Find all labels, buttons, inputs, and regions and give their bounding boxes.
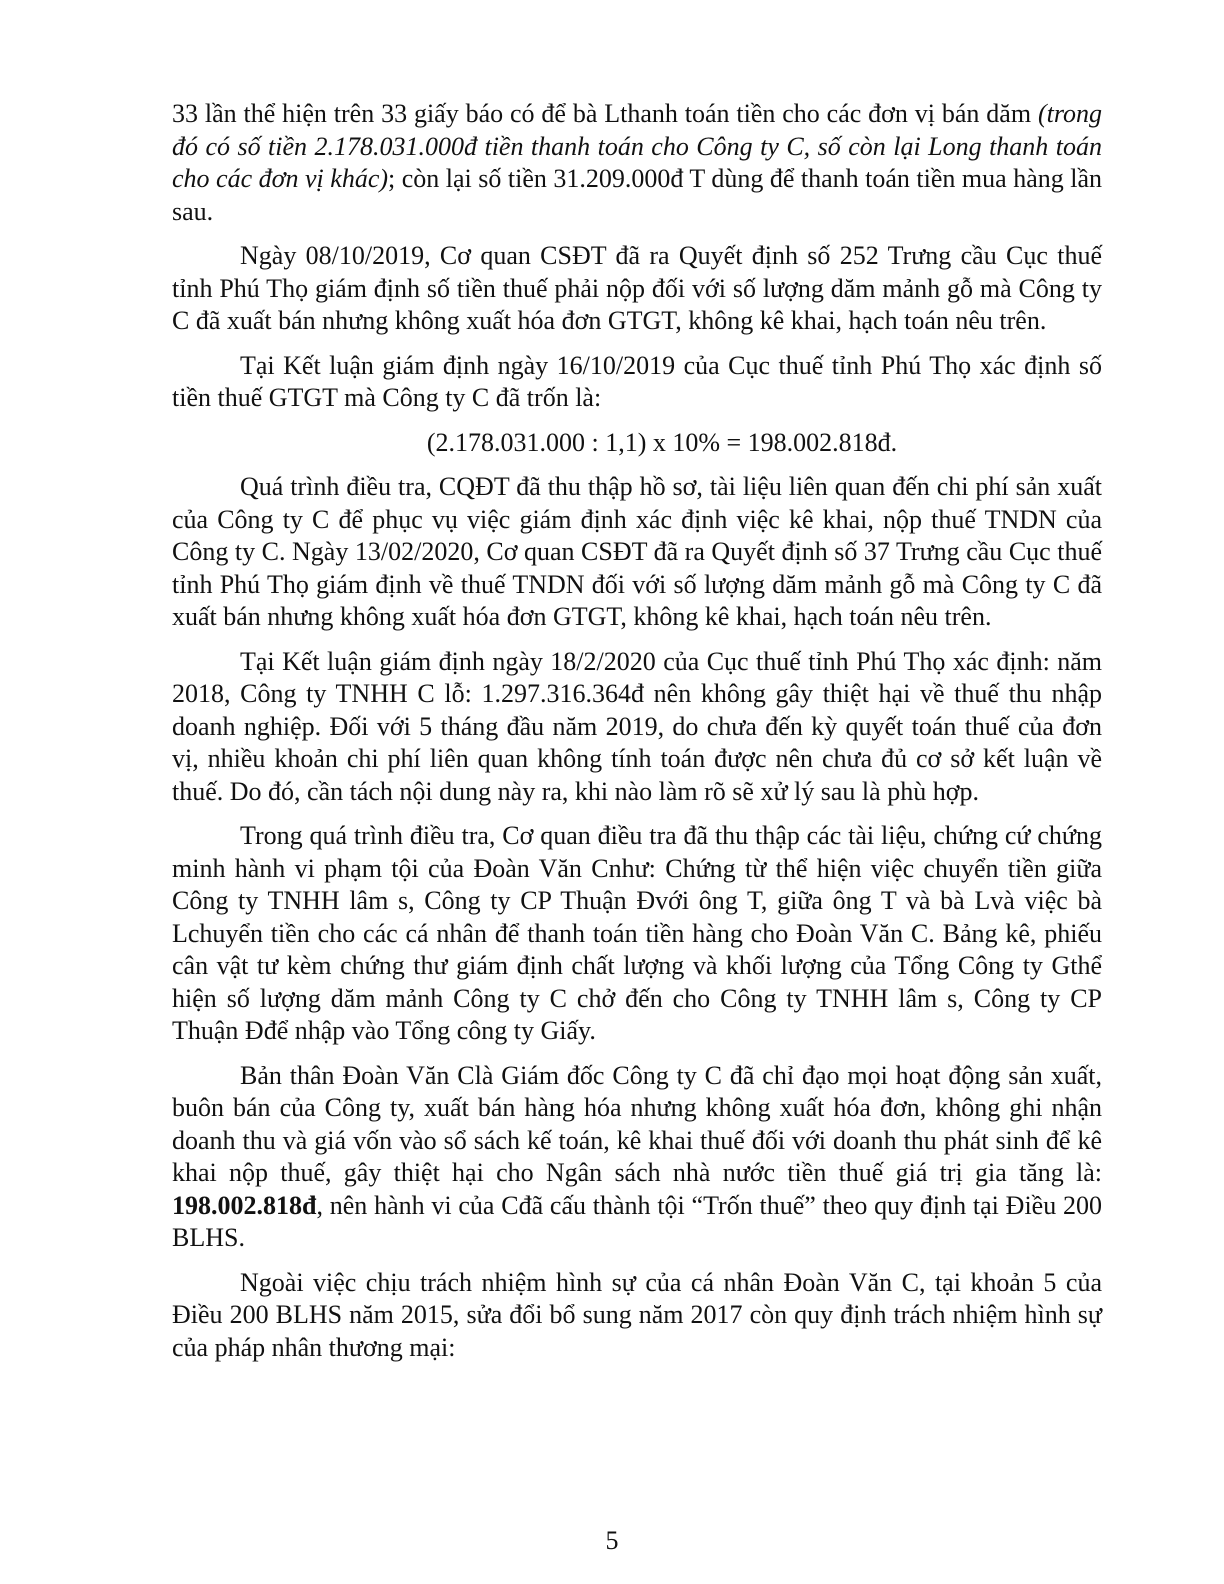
paragraph-text: , nên hành vi của Cđã cấu thành tội “Trốn thuế” theo quy định tại Điều 200 BLHS. [172,1190,1102,1252]
paragraph-investigation-cit: Quá trình điều tra, CQĐT đã thu thập hồ sơ, tài liệu liên quan đến chi phí sản xuất của Công ty C để phục vụ việc giám định xác định việc kê khai, nộp thuế TNDN của Công ty C. Ngày 13/02/2020, Cơ quan CSĐT đã ra Quyết định số 37 Trưng cầu Cục thuế tỉnh Phú Thọ giám định về thuế TNDN đối với số lượng dăm mảnh gỗ mà Công ty C đã xuất bán nhưng không xuất hóa đơn GTGT, không kê khai, hạch toán nêu trên. [172,472,1102,631]
paragraph-director-offense [172,1060,1102,1255]
tax-formula: (2.178.031.000 : 1,1) x 10% = 198.002.818đ. [426,427,898,457]
paragraph-payment-notices [172,98,1102,228]
paragraph-vat-conclusion: Tại Kết luận giám định ngày 16/10/2019 của Cục thuế tỉnh Phú Thọ xác định số tiền thuế GTGT mà Công ty C đã trốn là: [172,350,1102,412]
paragraph-cit-conclusion: Tại Kết luận giám định ngày 18/2/2020 của Cục thuế tỉnh Phú Thọ xác định: năm 2018, Công ty TNHH C lỗ: 1.297.316.364đ nên không gây thiệt hại về thuế thu nhập doanh nghiệp. Đối với 5 tháng đầu năm 2019, do chưa đến kỳ quyết toán thuế của đơn vị, nhiều khoản chi phí liên quan không tính toán được nên chưa đủ cơ sở kết luận về thuế. Do đó, cần tách nội dung này ra, khi nào làm rõ sẽ xử lý sau là phù hợp. [172,646,1102,806]
paragraph-text: 33 lần thể hiện trên 33 giấy báo có để bà Lthanh toán tiền cho các đơn vị bán dăm [172,99,1038,128]
paragraph-evidence: Trong quá trình điều tra, Cơ quan điều tra đã thu thập các tài liệu, chứng cứ chứng minh hành vi phạm tội của Đoàn Văn Cnhư: Chứng từ thể hiện việc chuyển tiền giữa Công ty TNHH lâm s, Công ty CP Thuận Đvới ông T, giữa ông T và bà Lvà việc bà Lchuyển tiền cho các cá nhân để thanh toán tiền hàng cho Đoàn Văn C. Bảng kê, phiếu cân vật tư kèm chứng thư giám định chất lượng và khối lượng của Tổng Công ty Gthể hiện số lượng dăm mảnh Công ty C chở đến cho Công ty TNHH lâm s, Công ty CP Thuận Đđể nhập vào Tổng công ty Giấy. [172,821,1102,1045]
paragraph-text: ; còn lại số tiền 31.209.000đ T dùng để thanh toán tiền mua hàng lần sau. [172,164,1102,226]
paragraph-text: Bản thân Đoàn Văn Clà Giám đốc Công ty C đã chỉ đạo mọi hoạt động sản xuất, buôn bán của Công ty, xuất bán hàng hóa nhưng không xuất hóa đơn, không ghi nhận doanh thu và giá vốn vào sổ sách kế toán, kê khai thuế đối với doanh thu phát sinh để kê khai nộp thuế, gây thiệt hại cho Ngân sách nhà nước tiền thuế giá trị gia tăng là: [172,1060,1102,1187]
paragraph-legal-entity-liability: Ngoài việc chịu trách nhiệm hình sự của cá nhân Đoàn Văn C, tại khoản 5 của Điều 200 BLHS năm 2015, sửa đổi bổ sung năm 2017 còn quy định trách nhiệm hình sự của pháp nhân thương mại: [172,1267,1102,1362]
document-body [172,98,1102,1364]
paragraph-decision-252: Ngày 08/10/2019, Cơ quan CSĐT đã ra Quyết định số 252 Trưng cầu Cục thuế tỉnh Phú Thọ giám định số tiền thuế phải nộp đối với số lượng dăm mảnh gỗ mà Công ty C đã xuất bán nhưng không xuất hóa đơn GTGT, không kê khai, hạch toán nêu trên. [172,241,1102,335]
page-number: 5 [605,1526,619,1555]
paragraph-italic-note: (trong đó có số tiền 2.178.031.000đ tiền thanh toán cho Công ty C, số còn lại Long thanh toán cho các đơn vị khác) [172,99,1102,193]
vat-amount-bold: 198.002.818đ [172,1190,317,1220]
